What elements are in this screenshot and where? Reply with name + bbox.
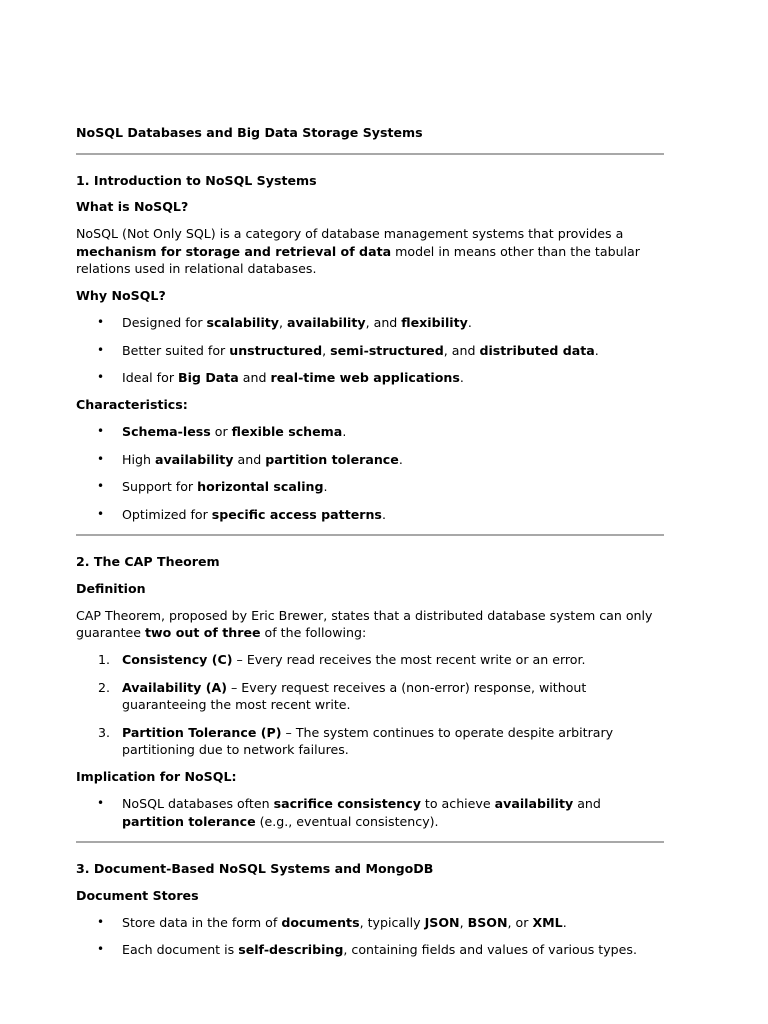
body-paragraph: [76, 225, 664, 278]
text-run: model in means other than the tabular relations used in relational databases.: [76, 243, 640, 276]
bullet-list: [76, 914, 664, 959]
text-run: Store data in the form of: [122, 914, 282, 930]
text-run: .: [323, 479, 328, 494]
list-item: [76, 342, 664, 360]
bold-text: mechanism for storage and retrieval of data: [76, 243, 392, 259]
text-run: – The system continues to operate despite arbitrary partitioning due to network failures.: [122, 724, 614, 757]
bold-text: partition tolerance: [265, 451, 399, 467]
bold-text: real-time web applications: [270, 370, 460, 385]
document-title: NoSQL Databases and Big Data Storage Systems: [76, 125, 423, 140]
text-run: and: [573, 796, 601, 811]
text-run: , and: [365, 315, 402, 330]
subheading: Implication for NoSQL:: [76, 769, 237, 784]
text-run: NoSQL databases often: [122, 796, 274, 811]
bold-text: availability: [287, 315, 366, 330]
text-run: .: [342, 424, 347, 439]
bullet-icon: •: [97, 506, 105, 521]
bullet-icon: •: [97, 914, 105, 929]
text-run: or: [210, 424, 232, 439]
bold-text: self-describing: [238, 942, 344, 957]
bold-text: Availability (A): [122, 679, 227, 695]
bullet-list: [76, 795, 664, 830]
bullet-icon: •: [97, 315, 105, 329]
bold-text: Big Data: [178, 370, 239, 385]
document-page: [76, 124, 664, 959]
bullet-icon: •: [97, 479, 105, 493]
section-title: 1. Introduction to NoSQL Systems: [76, 172, 317, 188]
text-run: Designed for: [122, 315, 207, 330]
list-item: [76, 724, 664, 759]
bold-text: scalability: [206, 315, 280, 330]
text-run: Optimized for: [122, 506, 212, 522]
bullet-list: [76, 423, 664, 523]
text-run: and: [238, 370, 271, 385]
bold-text: Consistency (C): [122, 652, 233, 667]
text-run: Each document is: [122, 942, 239, 957]
section-divider: [76, 841, 664, 843]
text-run: (e.g., eventual consistency).: [255, 813, 439, 829]
text-run: .: [381, 506, 386, 522]
text-run: ,: [322, 342, 331, 358]
bold-text: unstructured: [229, 342, 323, 358]
bold-text: sacrifice consistency: [273, 796, 421, 811]
body-paragraph: [76, 607, 664, 642]
list-item: [76, 679, 664, 714]
bold-text: documents: [281, 914, 360, 930]
list-item: [76, 914, 664, 932]
bold-text: flexible schema: [231, 424, 343, 439]
text-run: NoSQL (Not Only SQL) is a category of database management systems that provides a: [76, 226, 624, 241]
list-number: 2.: [98, 679, 111, 695]
text-run: , containing fields and values of various types.: [343, 942, 637, 957]
subheading: Document Stores: [76, 887, 199, 903]
text-run: .: [398, 451, 403, 467]
bold-text: horizontal scaling: [197, 479, 324, 494]
text-run: , and: [443, 342, 480, 358]
bullet-icon: •: [97, 451, 105, 466]
text-run: – Every request receives a (non-error) response, without guaranteeing the most recent write.: [122, 679, 587, 712]
bold-text: flexibility: [401, 315, 468, 330]
list-item: [76, 314, 664, 332]
text-run: of the following:: [260, 625, 367, 640]
text-run: – Every read receives the most recent write or an error.: [232, 652, 586, 667]
text-run: ,: [279, 315, 288, 330]
bullet-list: [76, 314, 664, 387]
bullet-icon: •: [97, 370, 105, 384]
subheading: Characteristics:: [76, 397, 188, 412]
list-item: [76, 795, 664, 830]
list-item: [76, 651, 664, 669]
numbered-list: [76, 651, 664, 759]
list-item: [76, 478, 664, 496]
text-run: .: [594, 342, 599, 358]
list-item: [76, 941, 664, 959]
text-run: .: [467, 315, 472, 330]
list-item: [76, 369, 664, 387]
bullet-icon: •: [97, 942, 105, 956]
bold-text: XML: [532, 914, 563, 930]
list-item: [76, 506, 664, 524]
subheading: Definition: [76, 580, 146, 596]
list-item: [76, 451, 664, 469]
bold-text: availability: [154, 451, 234, 467]
bold-text: distributed data: [479, 342, 595, 358]
text-run: , or: [507, 914, 533, 930]
bullet-icon: •: [97, 424, 105, 438]
bold-text: Schema-less: [122, 424, 211, 439]
bold-text: BSON: [467, 914, 508, 930]
list-number: 1.: [98, 652, 111, 667]
subheading: What is NoSQL?: [76, 199, 189, 214]
bold-text: partition tolerance: [122, 813, 256, 829]
list-item: [76, 423, 664, 441]
text-run: Ideal for: [122, 370, 178, 385]
text-run: , typically: [359, 914, 425, 930]
section-divider: [76, 153, 664, 155]
bullet-icon: •: [97, 796, 105, 810]
list-number: 3.: [98, 724, 111, 740]
bold-text: two out of three: [145, 625, 261, 640]
text-run: .: [562, 914, 567, 930]
bold-text: specific access patterns: [211, 506, 382, 522]
bold-text: semi-structured: [330, 342, 444, 358]
text-run: High: [122, 451, 155, 467]
text-run: and: [233, 451, 266, 467]
text-run: CAP Theorem, proposed by Eric Brewer, states that a distributed database system can only guarantee: [76, 607, 653, 640]
bold-text: Partition Tolerance (P): [122, 724, 282, 740]
section-title: 3. Document-Based NoSQL Systems and MongoDB: [76, 861, 434, 876]
section-title: 2. The CAP Theorem: [76, 554, 220, 569]
text-run: Better suited for: [122, 342, 230, 358]
subheading: Why NoSQL?: [76, 288, 166, 303]
text-run: Support for: [122, 479, 198, 494]
text-run: to achieve: [420, 796, 495, 811]
text-run: ,: [459, 914, 468, 930]
bold-text: availability: [494, 796, 574, 811]
section-divider: [76, 534, 664, 536]
text-run: .: [459, 370, 464, 385]
bold-text: JSON: [424, 914, 460, 930]
bullet-icon: •: [97, 342, 105, 357]
